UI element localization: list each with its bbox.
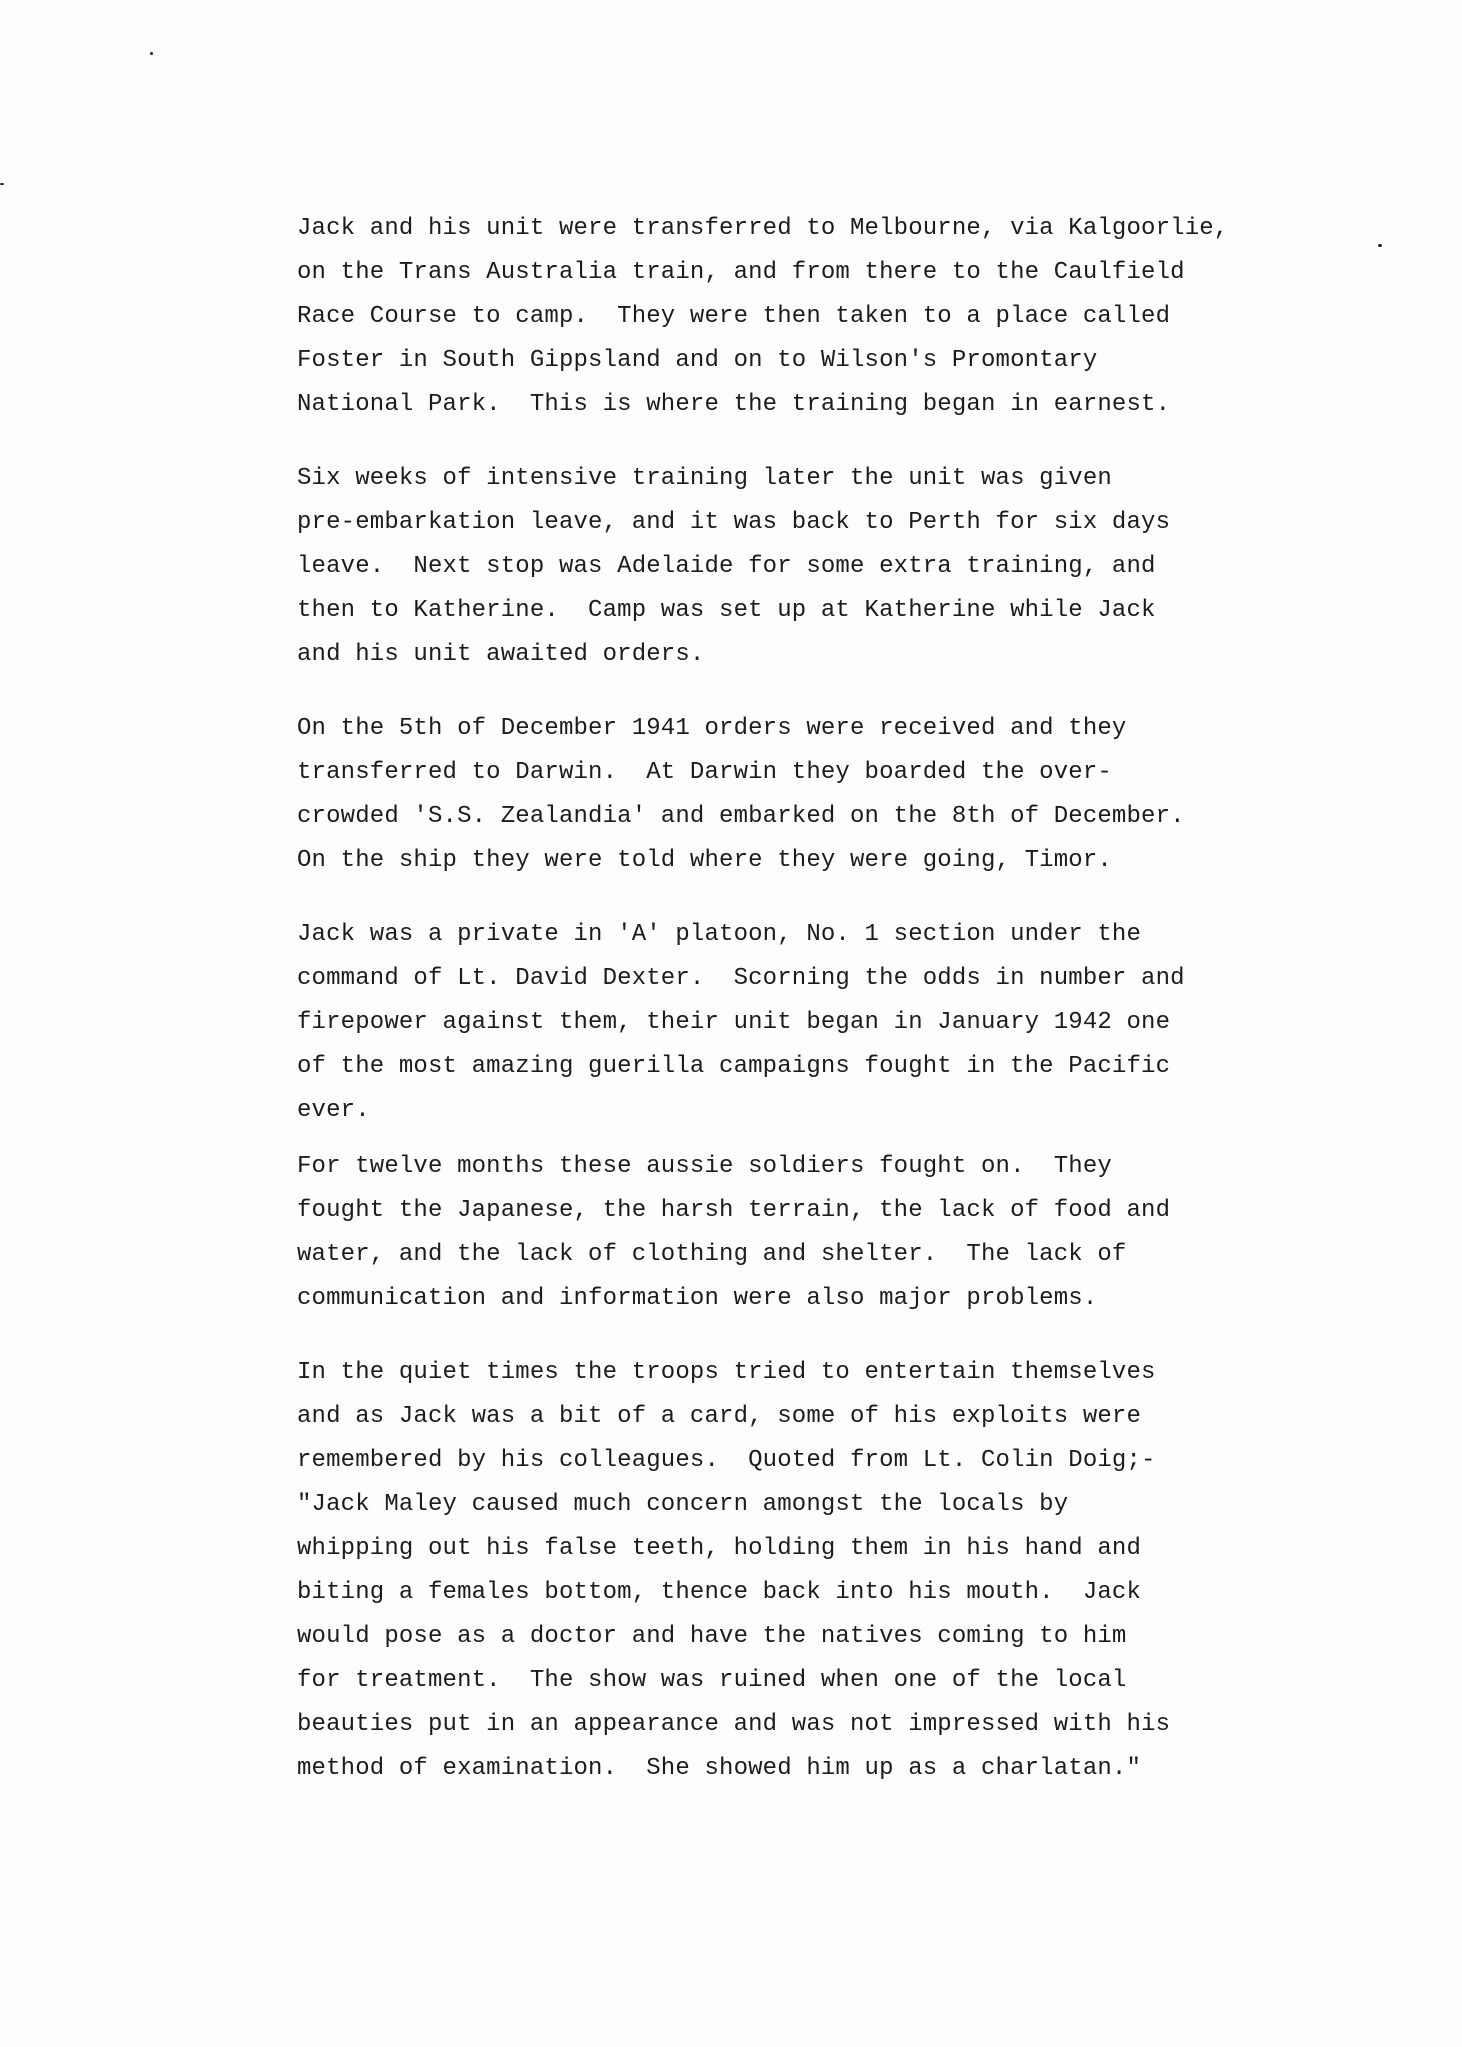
text-line: fought the Japanese, the harsh terrain, the lack of food and [297, 1197, 1171, 1224]
text-line: command of Lt. David Dexter. Scorning the odds in number and [297, 965, 1185, 992]
text-line: Six weeks of intensive training later the unit was given [297, 465, 1112, 492]
text-line: On the 5th of December 1941 orders were received and they [297, 715, 1127, 742]
text-line: then to Katherine. Camp was set up at Katherine while Jack [297, 597, 1156, 624]
text-line: firepower against them, their unit began in January 1942 one [297, 1009, 1171, 1036]
text-line: would pose as a doctor and have the natives coming to him [297, 1623, 1127, 1650]
text-line: For twelve months these aussie soldiers fought on. They [297, 1153, 1112, 1180]
paragraph [297, 207, 1297, 427]
text-line: method of examination. She showed him up as a charlatan." [297, 1755, 1142, 1782]
text-line: beauties put in an appearance and was not impressed with his [297, 1711, 1171, 1738]
text-line: and his unit awaited orders. [297, 641, 705, 668]
paragraph-spacer [297, 883, 1297, 913]
text-line: pre-embarkation leave, and it was back to Perth for six days [297, 509, 1171, 536]
scan-speck [0, 183, 4, 185]
text-line: communication and information were also major problems. [297, 1285, 1098, 1312]
text-line: transferred to Darwin. At Darwin they boarded the over- [297, 759, 1112, 786]
text-line: on the Trans Australia train, and from there to the Caulfield [297, 259, 1185, 286]
scan-speck [150, 52, 153, 55]
text-line: "Jack Maley caused much concern amongst the locals by [297, 1491, 1069, 1518]
paragraph [297, 1145, 1297, 1321]
body-text [297, 207, 1297, 1791]
paragraph-spacer [297, 677, 1297, 707]
text-line: Race Course to camp. They were then taken to a place called [297, 303, 1171, 330]
text-line: Foster in South Gippsland and on to Wilson's Promontary [297, 347, 1098, 374]
text-line: whipping out his false teeth, holding them in his hand and [297, 1535, 1142, 1562]
text-line: biting a females bottom, thence back into his mouth. Jack [297, 1579, 1142, 1606]
paragraph [297, 457, 1297, 677]
text-line: and as Jack was a bit of a card, some of his exploits were [297, 1403, 1142, 1430]
text-line: remembered by his colleagues. Quoted from Lt. Colin Doig;- [297, 1447, 1156, 1474]
paragraph-spacer [297, 427, 1297, 457]
paragraph [297, 1351, 1297, 1791]
text-line: In the quiet times the troops tried to entertain themselves [297, 1359, 1156, 1386]
text-line: National Park. This is where the training began in earnest. [297, 391, 1171, 418]
text-line: Jack and his unit were transferred to Melbourne, via Kalgoorlie, [297, 215, 1229, 242]
paragraph [297, 707, 1297, 883]
paragraph-spacer [297, 1321, 1297, 1351]
text-line: for treatment. The show was ruined when one of the local [297, 1667, 1127, 1694]
text-line: On the ship they were told where they were going, Timor. [297, 847, 1112, 874]
text-line: water, and the lack of clothing and shelter. The lack of [297, 1241, 1127, 1268]
text-line: Jack was a private in 'A' platoon, No. 1 section under the [297, 921, 1142, 948]
text-line: leave. Next stop was Adelaide for some extra training, and [297, 553, 1156, 580]
text-line: ever. [297, 1097, 370, 1124]
text-line: of the most amazing guerilla campaigns fought in the Pacific [297, 1053, 1171, 1080]
paragraph-spacer [297, 1133, 1297, 1145]
scan-speck [1378, 244, 1382, 247]
paragraph [297, 913, 1297, 1133]
text-line: crowded 'S.S. Zealandia' and embarked on the 8th of December. [297, 803, 1185, 830]
